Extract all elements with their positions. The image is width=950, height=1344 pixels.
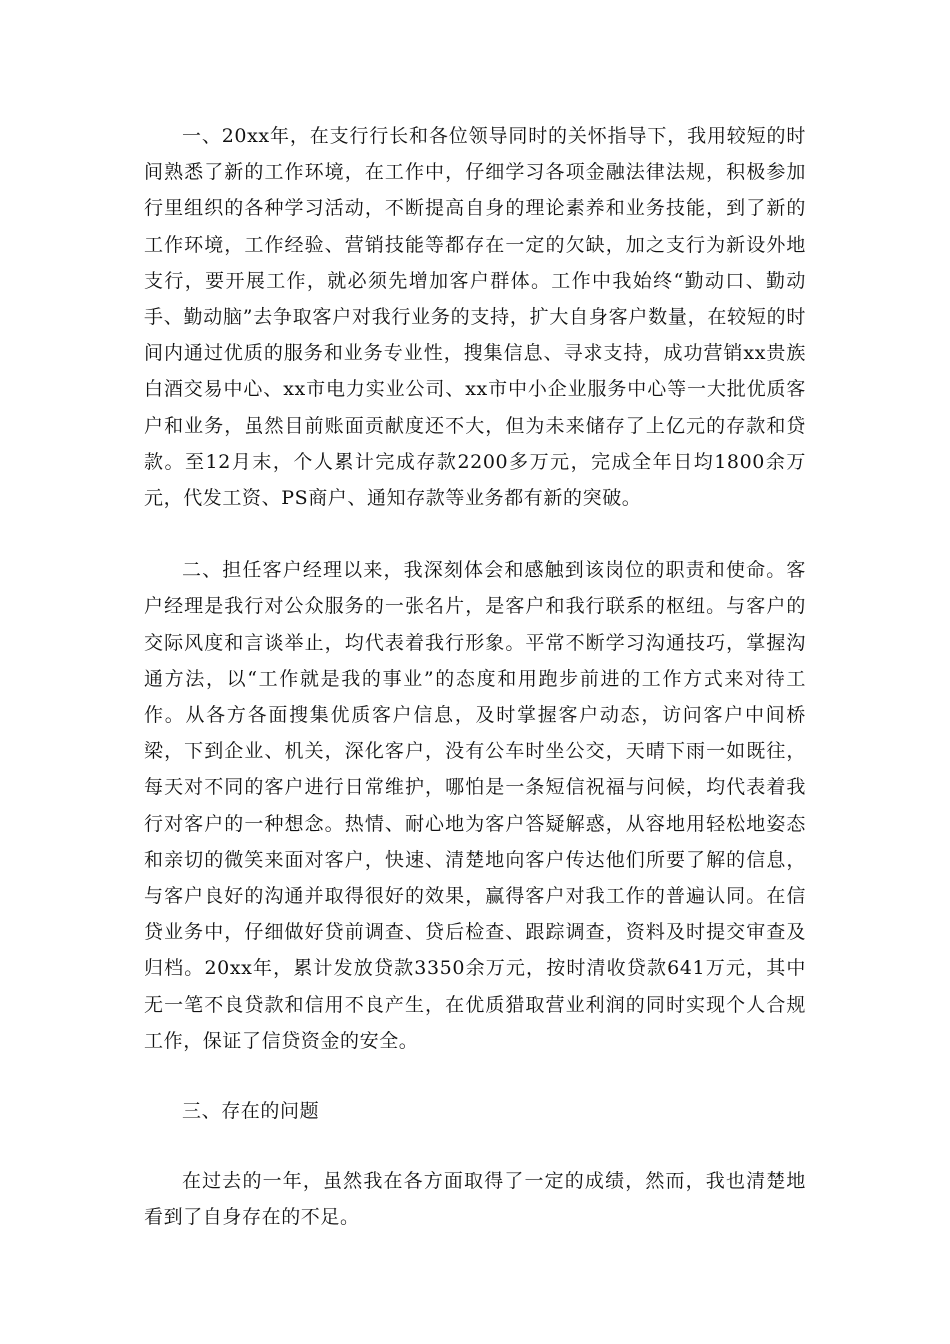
paragraph-shortcomings: 在过去的一年，虽然我在各方面取得了一定的成绩，然而，我也清楚地看到了自身存在的不足。 <box>144 1170 806 1229</box>
paragraph-achievements: 一、20xx年，在支行行长和各位领导同时的关怀指导下，我用较短的时间熟悉了新的工作环境，在工作中，仔细学习各项金融法律法规，积极参加行里组织的各种学习活动，不断提高自身的理论素养和业务技能，到了新的工作环境，工作经验、营销技能等都存在一定的欠缺，加之支行为新设外地支行，要开展工作，就必须先增加客户群体。工作中我始终“勤动口、勤动手、勤动脑”去争取客户对我行业务的支持，扩大自身客户数量，在较短的时间内通过优质的服务和业务专业性，搜集信息、寻求支持，成功营销xx贵族白酒交易中心、xx市电力实业公司、xx市中小企业服务中心等一大批优质客户和业务，虽然目前账面贡献度还不大，但为未来储存了上亿元的存款和贷款。至12月末，个人累计完成存款2200多万元，完成全年日均1800余万元，代发工资、PS商户、通知存款等业务都有新的突破。 <box>144 125 806 510</box>
paragraph-customer-manager: 二、担任客户经理以来，我深刻体会和感触到该岗位的职责和使命。客户经理是我行对公众服务的一张名片，是客户和我行联系的枢纽。与客户的交际风度和言谈举止，均代表着我行形象。平常不断学习沟通技巧，掌握沟通方法，以“工作就是我的事业”的态度和用跑步前进的工作方式来对待工作。从各方各面搜集优质客户信息，及时掌握客户动态，访问客户中间桥梁，下到企业、机关，深化客户，没有公车时坐公交，天晴下雨一如既往，每天对不同的客户进行日常维护，哪怕是一条短信祝福与问候，均代表着我行对客户的一种想念。热情、耐心地为客户答疑解惑，从容地用轻松地姿态和亲切的微笑来面对客户，快速、清楚地向客户传达他们所要了解的信息，与客户良好的沟通并取得很好的效果，赢得客户对我工作的普遍认同。在信贷业务中，仔细做好贷前调查、贷后检查、跟踪调查，资料及时提交审查及归档。20xx年，累计发放贷款3350余万元，按时清收贷款641万元，其中无一笔不良贷款和信用不良产生，在优质猎取营业利润的同时实现个人合规工作，保证了信贷资金的安全。 <box>144 559 806 1052</box>
document-body <box>144 118 806 1236</box>
section-heading-problems: 三、存在的问题 <box>182 1100 320 1123</box>
